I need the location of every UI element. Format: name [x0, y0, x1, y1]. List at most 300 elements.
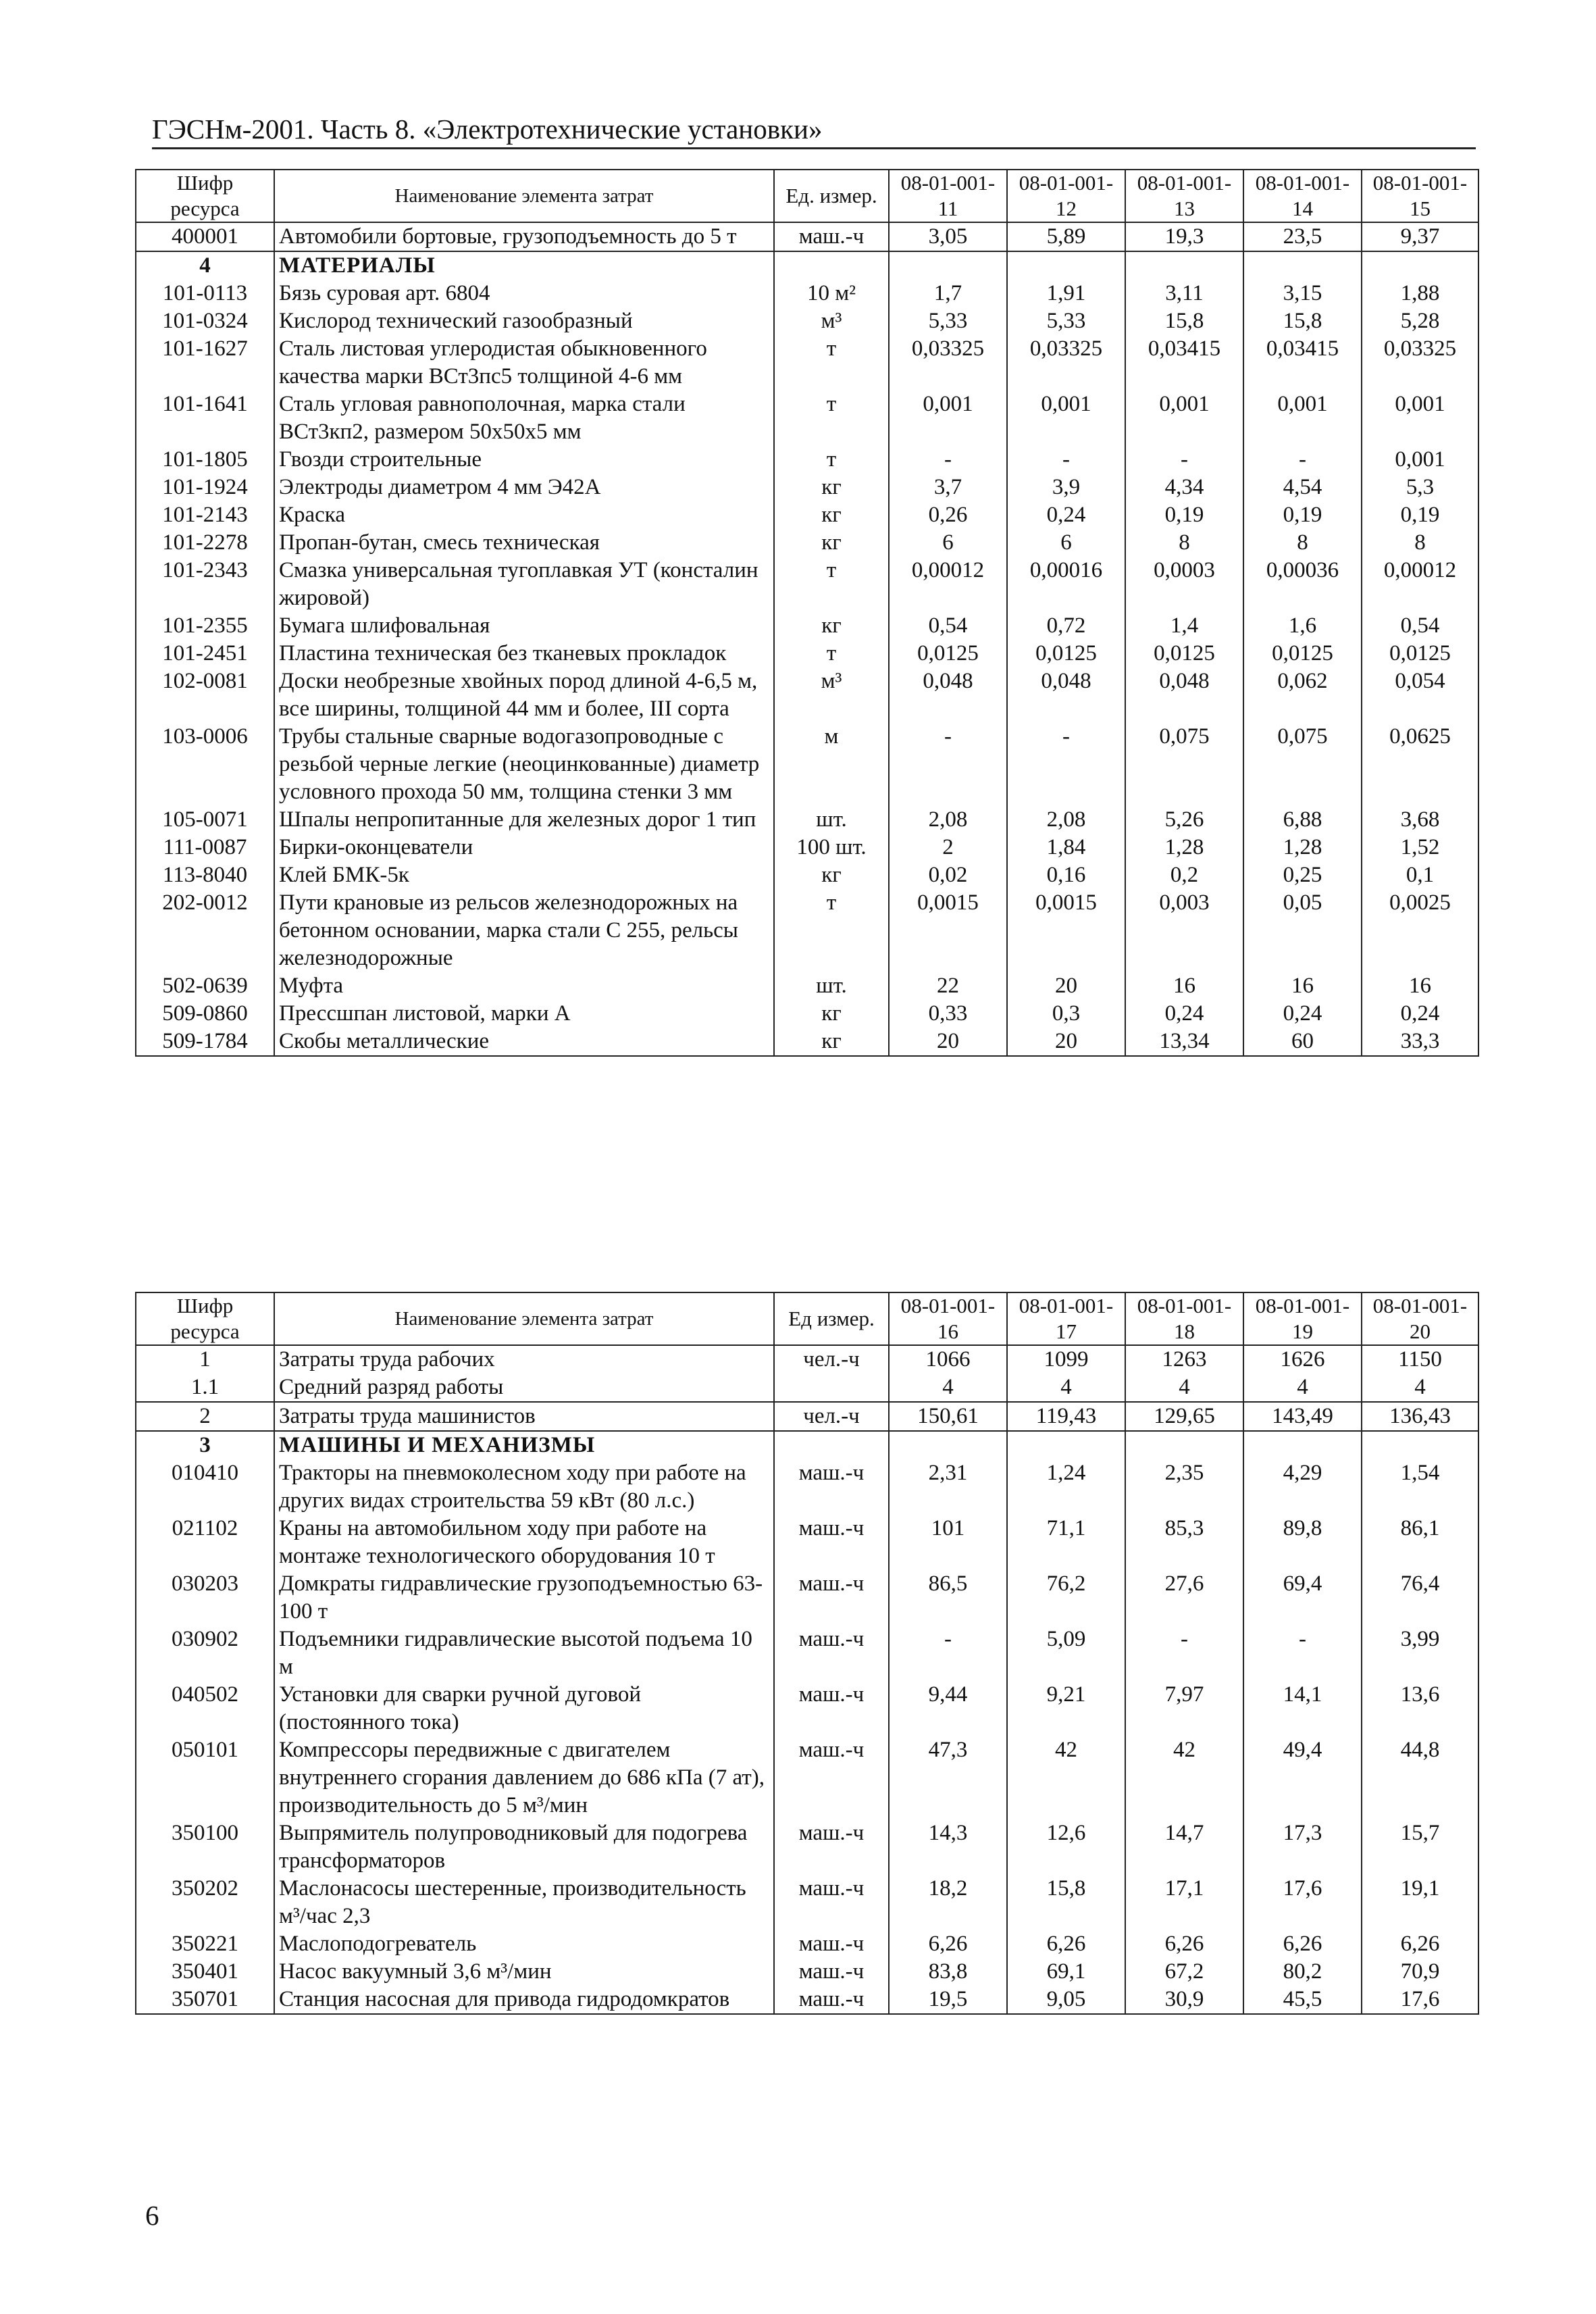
value-cell: -	[889, 446, 1007, 474]
value-cell: 17,1	[1125, 1875, 1243, 1930]
unit-cell: кг	[774, 1000, 889, 1028]
value-cell: 0,05	[1243, 889, 1362, 972]
value-cell: 9,05	[1007, 1986, 1125, 2014]
value-cell: 3,11	[1125, 280, 1243, 307]
resource-code-cell: 040502	[136, 1681, 274, 1736]
value-cell	[889, 251, 1007, 280]
value-cell: 0,03415	[1243, 335, 1362, 391]
value-cell: 0,19	[1362, 501, 1478, 529]
value-cell: 4,34	[1125, 474, 1243, 501]
unit-cell: т	[774, 557, 889, 612]
value-cell: 0,001	[1243, 391, 1362, 446]
value-cell: 1066	[889, 1345, 1007, 1374]
value-cell: -	[1243, 446, 1362, 474]
value-cell: 76,4	[1362, 1570, 1478, 1626]
value-cell: 47,3	[889, 1736, 1007, 1819]
resource-name-cell: Клей БМК-5к	[274, 861, 774, 889]
resource-name-cell: МАТЕРИАЛЫ	[274, 251, 774, 280]
value-cell: 5,89	[1007, 222, 1125, 251]
table-row	[136, 806, 1478, 834]
value-cell: 0,048	[1007, 668, 1125, 723]
value-cell: 69,1	[1007, 1958, 1125, 1986]
resource-code-cell: 101-2343	[136, 557, 274, 612]
value-cell: 15,8	[1007, 1875, 1125, 1930]
column-header-norm: 08-01-001-18	[1125, 1292, 1243, 1345]
resource-code-cell: 509-1784	[136, 1028, 274, 1056]
value-cell: 85,3	[1125, 1515, 1243, 1570]
value-cell: 67,2	[1125, 1958, 1243, 1986]
value-cell: 1263	[1125, 1345, 1243, 1374]
value-cell: 0,0125	[1362, 640, 1478, 668]
table-row	[136, 335, 1478, 391]
value-cell: 23,5	[1243, 222, 1362, 251]
value-cell: 4,54	[1243, 474, 1362, 501]
value-cell: 15,8	[1243, 307, 1362, 335]
value-cell: 16	[1243, 972, 1362, 1000]
value-cell: 5,09	[1007, 1626, 1125, 1681]
value-cell: 129,65	[1125, 1402, 1243, 1431]
column-header-norm: 08-01-001-12	[1007, 170, 1125, 222]
value-cell: 0,048	[889, 668, 1007, 723]
table-row	[136, 222, 1478, 251]
value-cell: 0,03325	[889, 335, 1007, 391]
value-cell: 143,49	[1243, 1402, 1362, 1431]
value-cell: 8	[1362, 529, 1478, 557]
table-row	[136, 1681, 1478, 1736]
resource-table-top	[135, 169, 1479, 1057]
table-row	[136, 529, 1478, 557]
value-cell: 13,6	[1362, 1681, 1478, 1736]
table-row	[136, 1000, 1478, 1028]
value-cell	[1362, 1431, 1478, 1459]
value-cell: 2,35	[1125, 1459, 1243, 1515]
resource-name-cell: Компрессоры передвижные с двигателем внутреннего сгорания давлением до 686 кПа (7 ат), производительность до 5 м³/мин	[274, 1736, 774, 1819]
table-row	[136, 834, 1478, 861]
resource-name-cell: Сталь листовая углеродистая обыкновенного качества марки ВСт3пс5 толщиной 4-6 мм	[274, 335, 774, 391]
unit-cell	[774, 1374, 889, 1402]
table-row	[136, 668, 1478, 723]
value-cell: 15,7	[1362, 1819, 1478, 1875]
resource-name-cell: Краны на автомобильном ходу при работе на монтаже технологического оборудования 10 т	[274, 1515, 774, 1570]
value-cell: 3,7	[889, 474, 1007, 501]
value-cell: 5,33	[1007, 307, 1125, 335]
value-cell: 101	[889, 1515, 1007, 1570]
value-cell: 0,001	[1007, 391, 1125, 446]
unit-cell: маш.-ч	[774, 1958, 889, 1986]
value-cell: 76,2	[1007, 1570, 1125, 1626]
resource-code-cell: 101-1924	[136, 474, 274, 501]
unit-cell: 100 шт.	[774, 834, 889, 861]
value-cell: 0,075	[1243, 723, 1362, 806]
resource-name-cell: МАШИНЫ И МЕХАНИЗМЫ	[274, 1431, 774, 1459]
resource-name-cell: Электроды диаметром 4 мм Э42А	[274, 474, 774, 501]
value-cell: 4,29	[1243, 1459, 1362, 1515]
value-cell: 49,4	[1243, 1736, 1362, 1819]
resource-name-cell: Установки для сварки ручной дуговой (постоянного тока)	[274, 1681, 774, 1736]
value-cell: 0,0015	[889, 889, 1007, 972]
section-row	[136, 251, 1478, 280]
value-cell: 42	[1125, 1736, 1243, 1819]
value-cell: 89,8	[1243, 1515, 1362, 1570]
resource-name-cell: Средний разряд работы	[274, 1374, 774, 1402]
table-row	[136, 612, 1478, 640]
resource-name-cell: Доски необрезные хвойных пород длиной 4-6,5 м, все ширины, толщиной 44 мм и более, III сорта	[274, 668, 774, 723]
value-cell: 70,9	[1362, 1958, 1478, 1986]
value-cell: 19,5	[889, 1986, 1007, 2014]
value-cell: 1,28	[1125, 834, 1243, 861]
resource-code-cell: 202-0012	[136, 889, 274, 972]
value-cell: 22	[889, 972, 1007, 1000]
value-cell: 6,26	[889, 1930, 1007, 1958]
table-row	[136, 474, 1478, 501]
value-cell: 9,21	[1007, 1681, 1125, 1736]
resource-code-cell: 2	[136, 1402, 274, 1431]
value-cell: 9,37	[1362, 222, 1478, 251]
table-row	[136, 1958, 1478, 1986]
value-cell: 0,24	[1125, 1000, 1243, 1028]
resource-code-cell: 050101	[136, 1736, 274, 1819]
value-cell: 150,61	[889, 1402, 1007, 1431]
resource-name-cell: Пластина техническая без тканевых прокладок	[274, 640, 774, 668]
resource-code-cell: 030902	[136, 1626, 274, 1681]
unit-cell: маш.-ч	[774, 1986, 889, 2014]
value-cell: 4	[1243, 1374, 1362, 1402]
unit-cell: маш.-ч	[774, 1930, 889, 1958]
value-cell: 5,3	[1362, 474, 1478, 501]
value-cell: 0,00036	[1243, 557, 1362, 612]
table-row	[136, 1374, 1478, 1402]
value-cell: 2,31	[889, 1459, 1007, 1515]
resource-code-cell: 101-0324	[136, 307, 274, 335]
value-cell: -	[1243, 1626, 1362, 1681]
unit-cell: кг	[774, 1028, 889, 1056]
resource-code-cell: 350701	[136, 1986, 274, 2014]
value-cell: -	[1007, 723, 1125, 806]
resource-code-cell: 1.1	[136, 1374, 274, 1402]
resource-code-cell: 101-1627	[136, 335, 274, 391]
resource-name-cell: Затраты труда машинистов	[274, 1402, 774, 1431]
value-cell: 71,1	[1007, 1515, 1125, 1570]
unit-cell: маш.-ч	[774, 222, 889, 251]
resource-code-cell: 021102	[136, 1515, 274, 1570]
value-cell: 0,02	[889, 861, 1007, 889]
value-cell: 6,26	[1007, 1930, 1125, 1958]
resource-code-cell: 350221	[136, 1930, 274, 1958]
resource-name-cell: Домкраты гидравлические грузоподъемностью 63-100 т	[274, 1570, 774, 1626]
table-row	[136, 1402, 1478, 1431]
resource-code-cell: 4	[136, 251, 274, 280]
resource-code-cell: 111-0087	[136, 834, 274, 861]
value-cell: 1,88	[1362, 280, 1478, 307]
section-row	[136, 1431, 1478, 1459]
value-cell: 0,00012	[889, 557, 1007, 612]
resource-name-cell: Краска	[274, 501, 774, 529]
value-cell: 8	[1243, 529, 1362, 557]
value-cell	[889, 1431, 1007, 1459]
value-cell: 0,00016	[1007, 557, 1125, 612]
value-cell: 0,001	[889, 391, 1007, 446]
value-cell: 6,26	[1243, 1930, 1362, 1958]
value-cell: 12,6	[1007, 1819, 1125, 1875]
table-row	[136, 640, 1478, 668]
value-cell: -	[889, 723, 1007, 806]
unit-cell: маш.-ч	[774, 1681, 889, 1736]
value-cell: 6,26	[1125, 1930, 1243, 1958]
value-cell: 6,88	[1243, 806, 1362, 834]
value-cell: 0,25	[1243, 861, 1362, 889]
table-row	[136, 1819, 1478, 1875]
value-cell: 1626	[1243, 1345, 1362, 1374]
value-cell	[1362, 251, 1478, 280]
value-cell: 0,0125	[1243, 640, 1362, 668]
unit-cell: т	[774, 446, 889, 474]
resource-code-cell: 010410	[136, 1459, 274, 1515]
value-cell: 60	[1243, 1028, 1362, 1056]
value-cell: -	[1007, 446, 1125, 474]
value-cell: 5,28	[1362, 307, 1478, 335]
unit-cell: маш.-ч	[774, 1819, 889, 1875]
value-cell: 0,0125	[1125, 640, 1243, 668]
unit-cell: маш.-ч	[774, 1736, 889, 1819]
value-cell: 6,26	[1362, 1930, 1478, 1958]
value-cell: 0,001	[1125, 391, 1243, 446]
unit-cell: 10 м²	[774, 280, 889, 307]
table-row	[136, 1345, 1478, 1374]
value-cell: -	[1125, 1626, 1243, 1681]
unit-cell: маш.-ч	[774, 1515, 889, 1570]
value-cell: 20	[1007, 1028, 1125, 1056]
value-cell	[1125, 251, 1243, 280]
unit-cell: чел.-ч	[774, 1402, 889, 1431]
value-cell: 0,075	[1125, 723, 1243, 806]
value-cell: 119,43	[1007, 1402, 1125, 1431]
unit-cell: м	[774, 723, 889, 806]
unit-cell: шт.	[774, 806, 889, 834]
value-cell: 18,2	[889, 1875, 1007, 1930]
header-rule	[152, 147, 1476, 149]
resource-name-cell: Прессшпан листовой, марки А	[274, 1000, 774, 1028]
value-cell: 17,6	[1243, 1875, 1362, 1930]
value-cell: 1,54	[1362, 1459, 1478, 1515]
value-cell: 4	[1125, 1374, 1243, 1402]
unit-cell: чел.-ч	[774, 1345, 889, 1374]
unit-cell: т	[774, 889, 889, 972]
value-cell: 2	[889, 834, 1007, 861]
value-cell: 0,24	[1243, 1000, 1362, 1028]
resource-code-cell: 101-2143	[136, 501, 274, 529]
value-cell: 16	[1362, 972, 1478, 1000]
resource-code-cell: 101-1641	[136, 391, 274, 446]
value-cell: 27,6	[1125, 1570, 1243, 1626]
resource-code-cell: 113-8040	[136, 861, 274, 889]
table-row	[136, 1459, 1478, 1515]
value-cell: 0,001	[1362, 446, 1478, 474]
value-cell: 0,24	[1362, 1000, 1478, 1028]
resource-code-cell: 101-1805	[136, 446, 274, 474]
resource-name-cell: Смазка универсальная тугоплавкая УТ (консталин жировой)	[274, 557, 774, 612]
table-row	[136, 1570, 1478, 1626]
value-cell: 0,048	[1125, 668, 1243, 723]
table-row	[136, 446, 1478, 474]
value-cell	[1007, 251, 1125, 280]
resource-code-cell: 3	[136, 1431, 274, 1459]
resource-name-cell: Скобы металлические	[274, 1028, 774, 1056]
column-header-norm: 08-01-001-19	[1243, 1292, 1362, 1345]
value-cell: 42	[1007, 1736, 1125, 1819]
value-cell	[1125, 1431, 1243, 1459]
resource-code-cell: 103-0006	[136, 723, 274, 806]
table-row	[136, 889, 1478, 972]
value-cell: 3,05	[889, 222, 1007, 251]
value-cell: 5,33	[889, 307, 1007, 335]
table-row	[136, 1028, 1478, 1056]
value-cell: 0,054	[1362, 668, 1478, 723]
unit-cell: кг	[774, 501, 889, 529]
value-cell: 0,0125	[1007, 640, 1125, 668]
column-header-name: Наименование элемента затрат	[274, 170, 774, 222]
value-cell: 0,72	[1007, 612, 1125, 640]
value-cell: 0,003	[1125, 889, 1243, 972]
column-header-code: Шифр ресурса	[136, 1292, 274, 1345]
value-cell: 69,4	[1243, 1570, 1362, 1626]
column-header-name: Наименование элемента затрат	[274, 1292, 774, 1345]
value-cell: 1,28	[1243, 834, 1362, 861]
table-row	[136, 1515, 1478, 1570]
value-cell: 86,1	[1362, 1515, 1478, 1570]
resource-name-cell: Автомобили бортовые, грузоподъемность до 5 т	[274, 222, 774, 251]
value-cell: 1,4	[1125, 612, 1243, 640]
value-cell: 9,44	[889, 1681, 1007, 1736]
value-cell: 4	[1362, 1374, 1478, 1402]
resource-code-cell: 101-2278	[136, 529, 274, 557]
value-cell: 0,0003	[1125, 557, 1243, 612]
value-cell: 17,3	[1243, 1819, 1362, 1875]
column-header-unit: Ед измер.	[774, 1292, 889, 1345]
value-cell: 0,1	[1362, 861, 1478, 889]
unit-cell: т	[774, 640, 889, 668]
resource-name-cell: Пути крановые из рельсов железнодорожных на бетонном основании, марка стали С 255, рельсы железнодорожные	[274, 889, 774, 972]
resource-name-cell: Бумага шлифовальная	[274, 612, 774, 640]
value-cell: 13,34	[1125, 1028, 1243, 1056]
resource-code-cell: 030203	[136, 1570, 274, 1626]
table-row	[136, 280, 1478, 307]
table-row	[136, 1626, 1478, 1681]
resource-code-cell: 1	[136, 1345, 274, 1374]
value-cell: -	[1125, 446, 1243, 474]
column-header-norm: 08-01-001-20	[1362, 1292, 1478, 1345]
value-cell	[1243, 251, 1362, 280]
resource-name-cell: Шпалы непропитанные для железных дорог 1 тип	[274, 806, 774, 834]
value-cell: 1,6	[1243, 612, 1362, 640]
resource-code-cell: 102-0081	[136, 668, 274, 723]
column-header-unit: Ед. измер.	[774, 170, 889, 222]
value-cell: 19,3	[1125, 222, 1243, 251]
resource-name-cell: Выпрямитель полупроводниковый для подогрева трансформаторов	[274, 1819, 774, 1875]
unit-cell	[774, 251, 889, 280]
value-cell: 0,0625	[1362, 723, 1478, 806]
value-cell: 80,2	[1243, 1958, 1362, 1986]
resource-code-cell: 350202	[136, 1875, 274, 1930]
table-row	[136, 501, 1478, 529]
unit-cell: кг	[774, 474, 889, 501]
resource-name-cell: Насос вакуумный 3,6 м³/мин	[274, 1958, 774, 1986]
value-cell: 1,91	[1007, 280, 1125, 307]
value-cell: 0,24	[1007, 501, 1125, 529]
resource-name-cell: Затраты труда рабочих	[274, 1345, 774, 1374]
unit-cell: шт.	[774, 972, 889, 1000]
value-cell: 14,1	[1243, 1681, 1362, 1736]
value-cell: 0,26	[889, 501, 1007, 529]
value-cell: 0,00012	[1362, 557, 1478, 612]
value-cell: 2,08	[889, 806, 1007, 834]
value-cell: 20	[1007, 972, 1125, 1000]
unit-cell: м³	[774, 307, 889, 335]
table-row	[136, 861, 1478, 889]
value-cell: 33,3	[1362, 1028, 1478, 1056]
table-row	[136, 1875, 1478, 1930]
resource-code-cell: 502-0639	[136, 972, 274, 1000]
value-cell: 2,08	[1007, 806, 1125, 834]
resource-name-cell: Маслонасосы шестеренные, производительность м³/час 2,3	[274, 1875, 774, 1930]
resource-code-cell: 400001	[136, 222, 274, 251]
resource-name-cell: Кислород технический газообразный	[274, 307, 774, 335]
resource-code-cell: 350401	[136, 1958, 274, 1986]
column-header-norm: 08-01-001-17	[1007, 1292, 1125, 1345]
table-row	[136, 1736, 1478, 1819]
value-cell: 0,0125	[889, 640, 1007, 668]
value-cell: 0,54	[1362, 612, 1478, 640]
value-cell	[1007, 1431, 1125, 1459]
resource-code-cell: 105-0071	[136, 806, 274, 834]
value-cell: 3,9	[1007, 474, 1125, 501]
value-cell: 44,8	[1362, 1736, 1478, 1819]
value-cell: 0,0015	[1007, 889, 1125, 972]
value-cell: 20	[889, 1028, 1007, 1056]
resource-name-cell: Бязь суровая арт. 6804	[274, 280, 774, 307]
value-cell: 136,43	[1362, 1402, 1478, 1431]
unit-cell: кг	[774, 529, 889, 557]
resource-name-cell: Пропан-бутан, смесь техническая	[274, 529, 774, 557]
resource-name-cell: Тракторы на пневмоколесном ходу при работе на других видах строительства 59 кВт (80 л.с.)	[274, 1459, 774, 1515]
value-cell: 0,3	[1007, 1000, 1125, 1028]
resource-code-cell: 101-2451	[136, 640, 274, 668]
value-cell: 0,03325	[1007, 335, 1125, 391]
column-header-norm: 08-01-001-15	[1362, 170, 1478, 222]
unit-cell: т	[774, 391, 889, 446]
value-cell	[1243, 1431, 1362, 1459]
resource-name-cell: Муфта	[274, 972, 774, 1000]
value-cell: 15,8	[1125, 307, 1243, 335]
value-cell: 14,3	[889, 1819, 1007, 1875]
value-cell: 8	[1125, 529, 1243, 557]
resource-name-cell: Трубы стальные сварные водогазопроводные с резьбой черные легкие (неоцинкованные) диаметр условного прохода 50 мм, толщина стенки 3 мм	[274, 723, 774, 806]
value-cell: 6	[889, 529, 1007, 557]
value-cell: 3,68	[1362, 806, 1478, 834]
column-header-norm: 08-01-001-11	[889, 170, 1007, 222]
value-cell: 4	[889, 1374, 1007, 1402]
column-header-code: Шифр ресурса	[136, 170, 274, 222]
table-header-row	[136, 1292, 1478, 1345]
value-cell: 0,062	[1243, 668, 1362, 723]
resource-name-cell: Бирки-оконцеватели	[274, 834, 774, 861]
value-cell: 3,99	[1362, 1626, 1478, 1681]
value-cell: 0,001	[1362, 391, 1478, 446]
resource-name-cell: Гвозди строительные	[274, 446, 774, 474]
unit-cell: маш.-ч	[774, 1875, 889, 1930]
resource-code-cell: 101-0113	[136, 280, 274, 307]
table-row	[136, 1986, 1478, 2014]
unit-cell: маш.-ч	[774, 1626, 889, 1681]
